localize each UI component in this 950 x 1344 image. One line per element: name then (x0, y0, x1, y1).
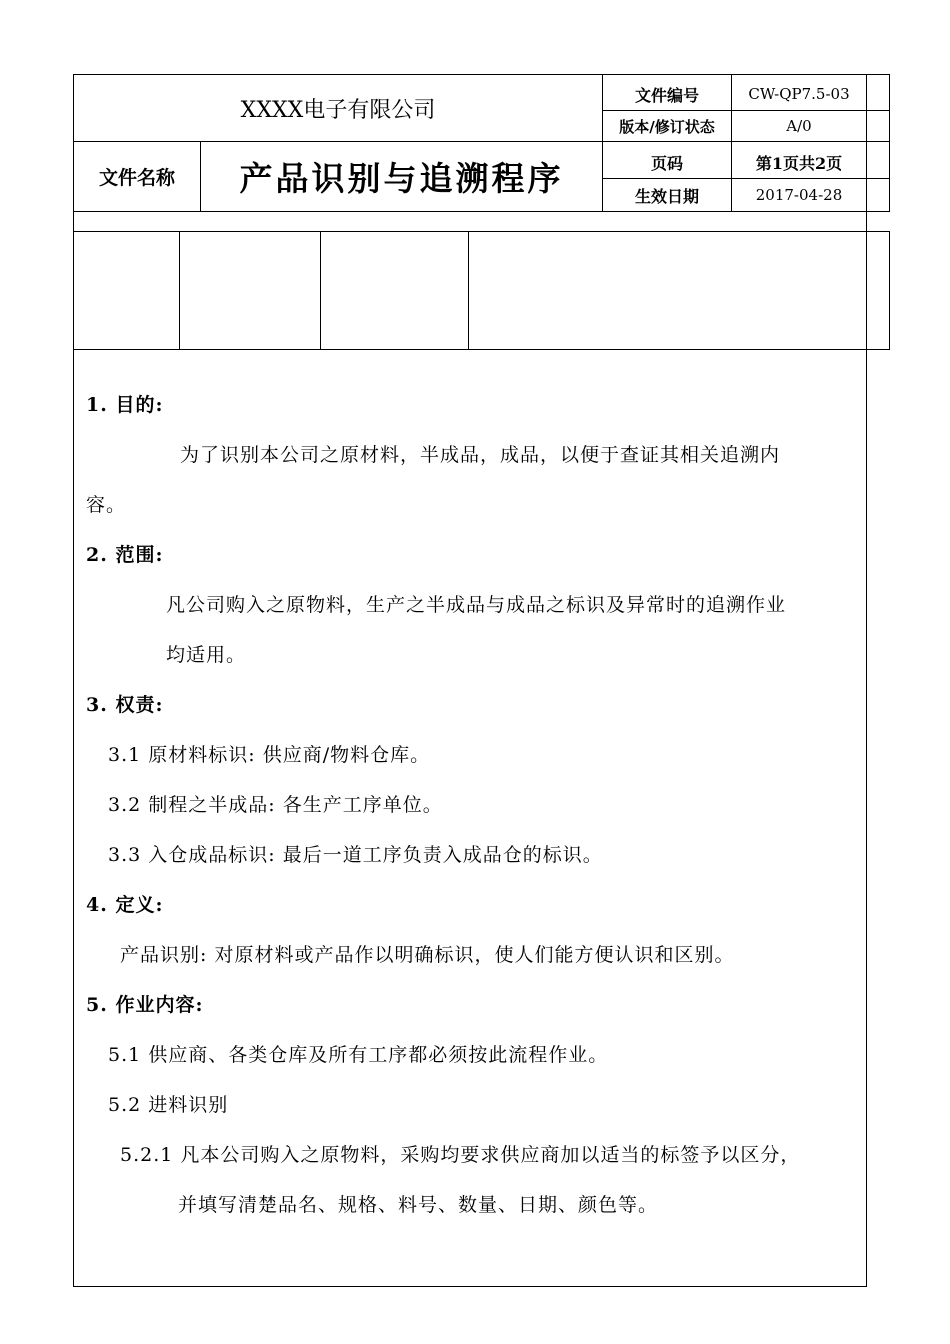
company-name: XXXX电子有限公司 (240, 97, 436, 123)
section-1-text-cont: 容。 (86, 494, 127, 516)
section-4-title: 4. 定义: (86, 894, 164, 916)
table-border (73, 349, 890, 350)
table-border (889, 74, 890, 211)
section-2-title: 2. 范围: (86, 544, 164, 566)
doc-name-label: 文件名称 (98, 167, 175, 189)
page-value: 第1页共2页 (755, 153, 843, 173)
section-4-text: 产品识别: 对原材料或产品作以明确标识，使人们能方便认识和区别。 (120, 944, 735, 966)
doc-no-label: 文件编号 (634, 85, 699, 105)
version-value: A/0 (786, 117, 812, 135)
table-border (468, 231, 469, 349)
section-5-2-1-cont: 并填写清楚品名、规格、料号、数量、日期、颜色等。 (178, 1194, 659, 1216)
section-1-title: 1. 目的: (86, 394, 164, 416)
table-border (889, 231, 890, 349)
section-2-text-cont: 均适用。 (166, 644, 247, 666)
table-border (179, 231, 180, 349)
table-border (73, 231, 890, 232)
date-label: 生效日期 (634, 186, 699, 206)
table-border (320, 231, 321, 349)
table-border (866, 74, 867, 1286)
section-3-2: 3.2 制程之半成品: 各生产工序单位。 (108, 794, 443, 816)
section-1-text: 为了识别本公司之原材料，半成品，成品，以便于查证其相关追溯内 (180, 444, 781, 466)
doc-no-value: CW-QP7.5-03 (748, 85, 850, 103)
page-title: 产品识别与追溯程序 (239, 159, 564, 198)
page-label: 页码 (650, 153, 683, 173)
date-value: 2017-04-28 (755, 186, 843, 204)
page-bottom-border (73, 1286, 867, 1287)
section-3-1: 3.1 原材料标识: 供应商/物料仓库。 (108, 744, 431, 766)
section-3-3: 3.3 入仓成品标识: 最后一道工序负责入成品仓的标识。 (108, 844, 603, 866)
table-border (73, 211, 890, 212)
section-5-2: 5.2 进料识别 (108, 1094, 229, 1116)
table-border (73, 74, 74, 1286)
section-5-2-1: 5.2.1 凡本公司购入之原物料，采购均要求供应商加以适当的标签予以区分， (120, 1144, 801, 1166)
section-5-title: 5. 作业内容: (86, 994, 204, 1016)
section-3-title: 3. 权责: (86, 694, 164, 716)
section-5-1: 5.1 供应商、各类仓库及所有工序都必须按此流程作业。 (108, 1044, 609, 1066)
version-label: 版本/修订状态 (619, 117, 715, 136)
section-2-text: 凡公司购入之原物料，生产之半成品与成品之标识及异常时的追溯作业 (166, 594, 787, 616)
